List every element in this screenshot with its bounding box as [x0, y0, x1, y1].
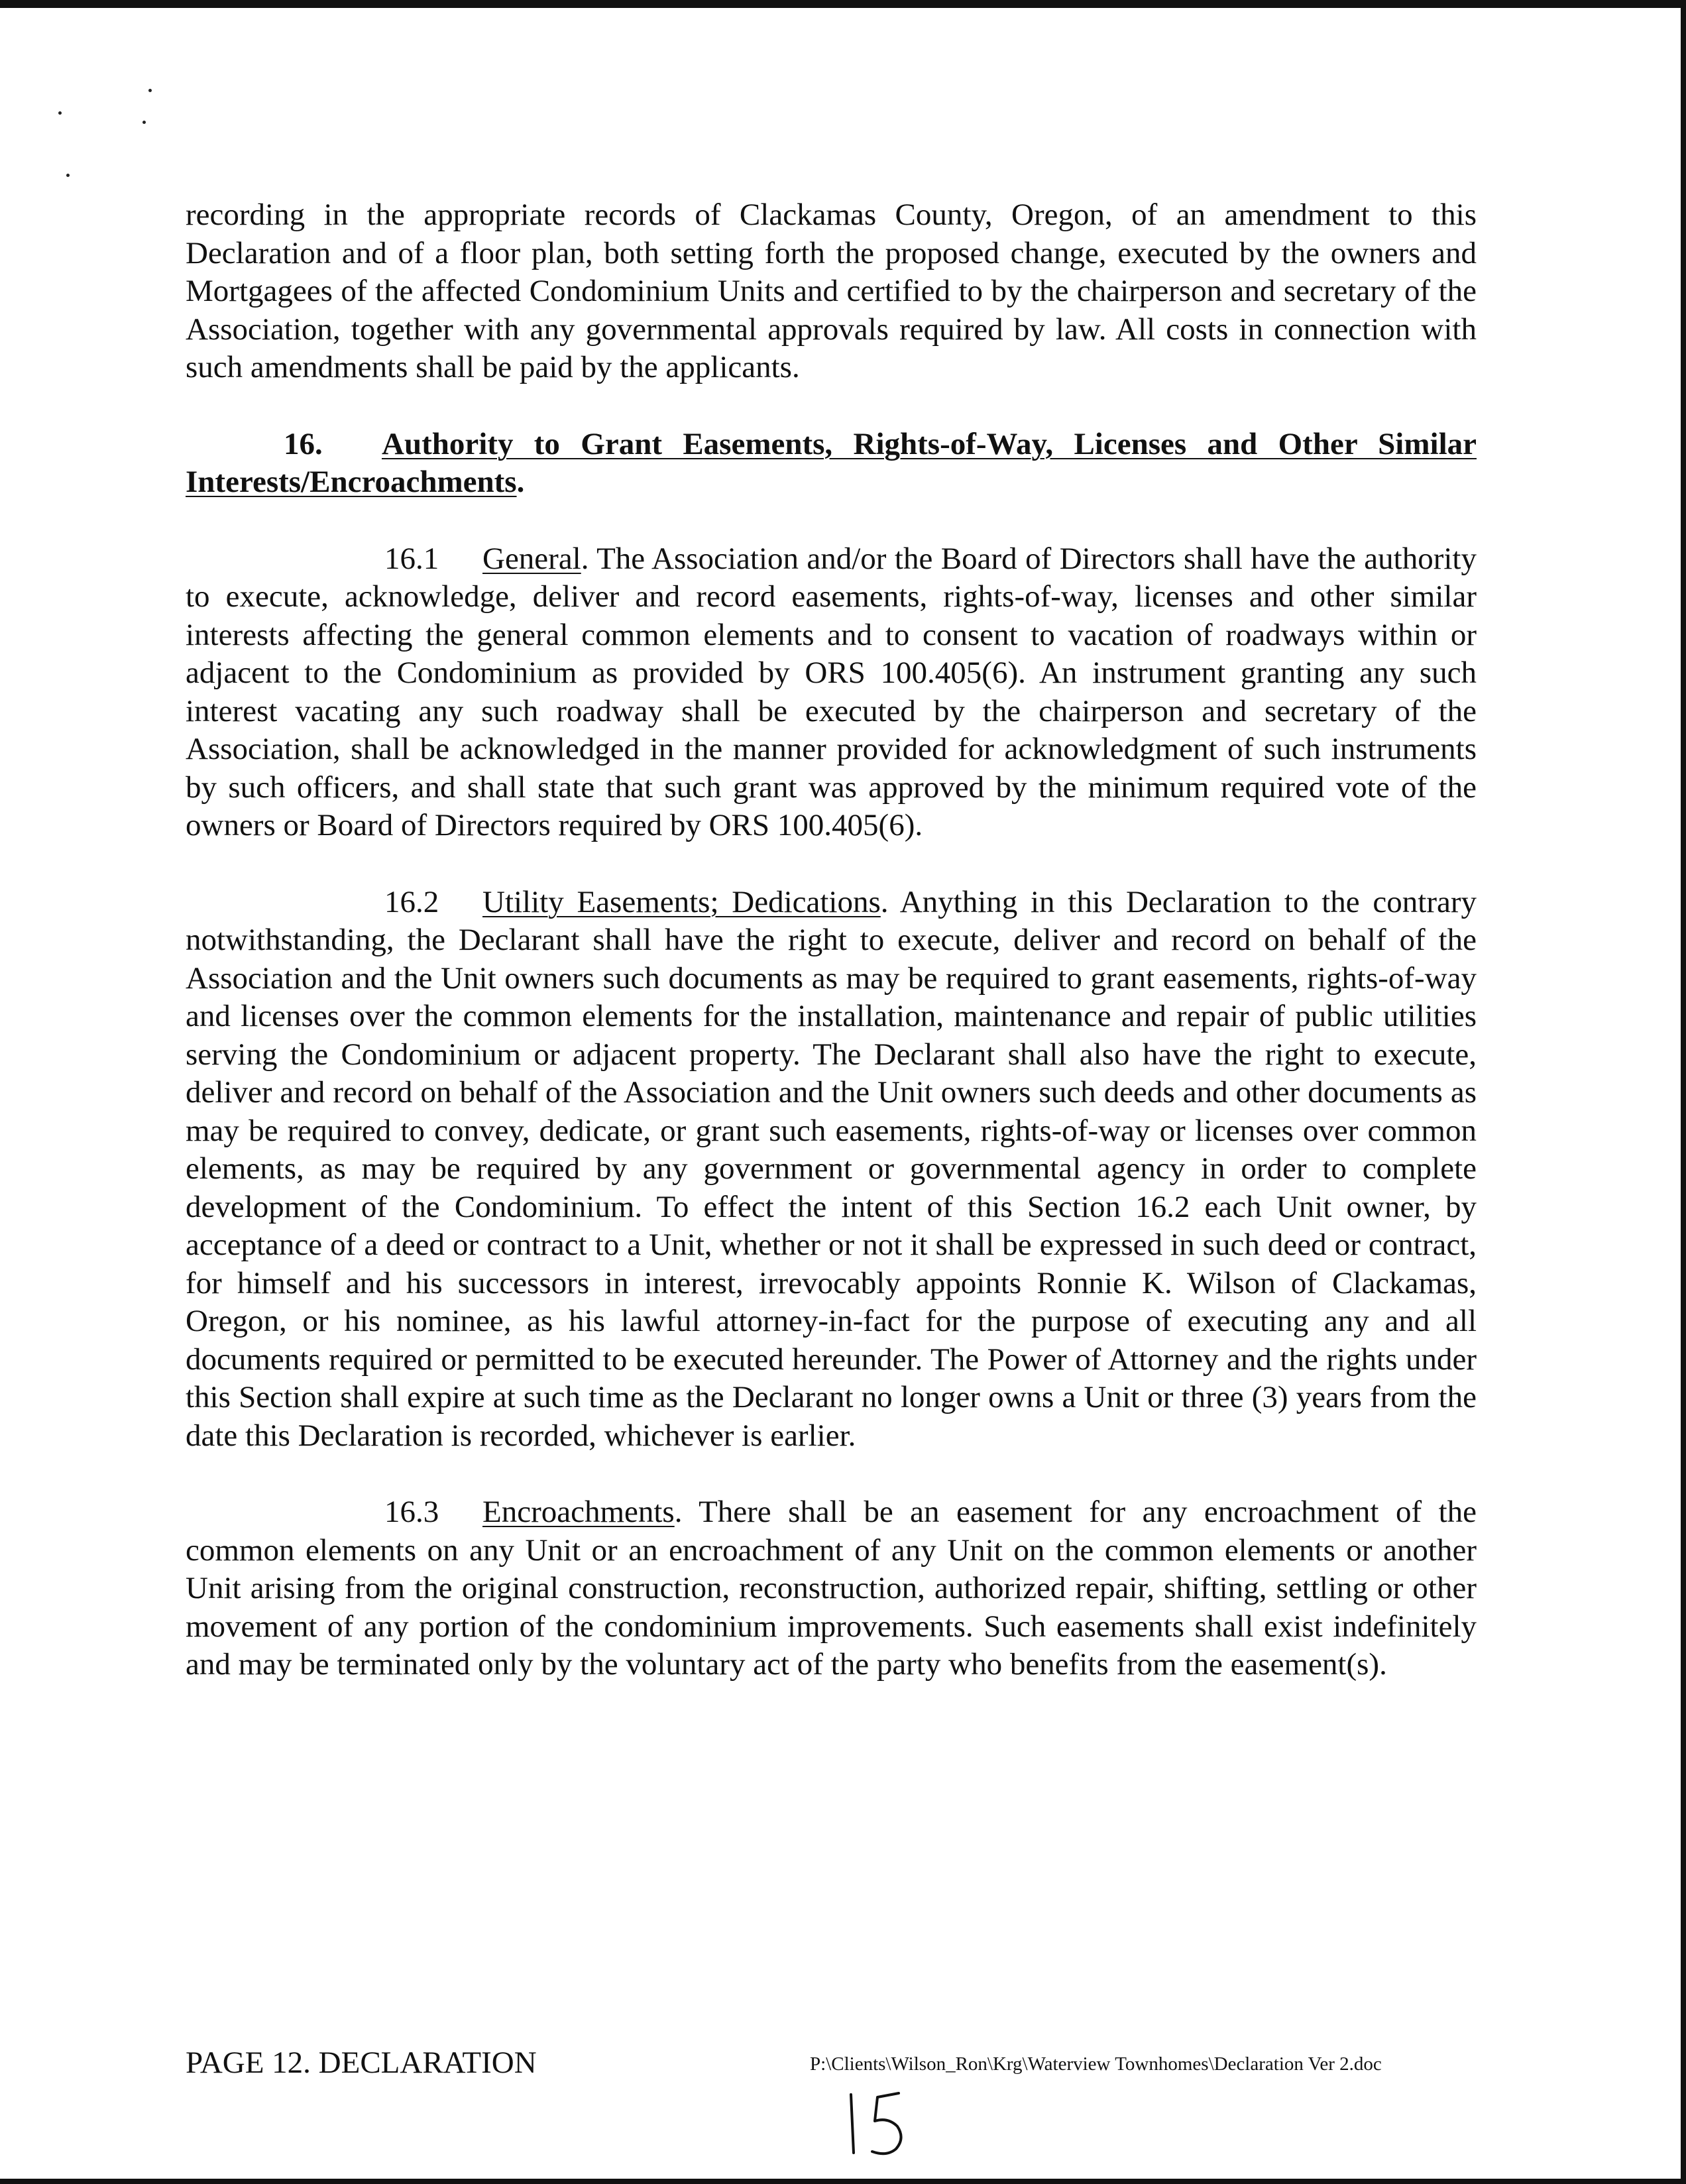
section-title-period: .: [516, 465, 525, 499]
subsection-16-2: [186, 884, 1477, 1456]
subsection-number: 16.1: [384, 541, 439, 576]
subsection-16-3: [186, 1493, 1477, 1684]
subsection-16-1: [186, 540, 1477, 845]
document-body: [186, 196, 1477, 1723]
scan-speck: [148, 89, 152, 92]
scan-border-bottom: [0, 2179, 1686, 2184]
continuation-paragraph: recording in the appropriate records of Clackamas County, Oregon, of an amendment to this Declaration and of a floor plan, both setting forth the proposed change, executed by the owners and Mortgagees of the affected Condominium Units and certified to by the chairperson and secretary of the Association, together with any governmental approvals required by law. All costs in connection with such amendments shall be paid by the applicants.: [186, 198, 1477, 384]
subsection-text: . There shall be an easement for any encroachment of the common elements on any Unit or an encroachment of any Unit on the common elements or another Unit arising from the original construction, reconstruction, authorized repair, shifting, settling or other movement of any portion of the condominium improvements. Such easements shall exist indefinitely and may be terminated only by the voluntary act of the party who benefits from the easement(s).: [186, 1495, 1477, 1682]
footer-page-label: PAGE 12. DECLARATION: [186, 2045, 537, 2080]
section-number: 16.: [284, 426, 323, 461]
subsection-number: 16.3: [384, 1495, 439, 1529]
subsection-text: . The Association and/or the Board of Directors shall have the authority to execute, acknowledge, deliver and record easements, rights-of-way, licenses and other similar interests affecting the general common elements and to consent to vacation of roadways within or adjacent to the Condominium as provided by ORS 100.405(6). An instrument granting any such interest vacating any such roadway shall be executed by the chairperson and secretary of the Association, shall be acknowledged in the manner provided for acknowledgment of such instruments by such officers, and shall state that such grant was approved by the minimum required vote of the owners or Board of Directors required by ORS 100.405(6).: [186, 541, 1477, 842]
handwritten-page-number: [842, 2088, 915, 2161]
scan-border-top: [0, 0, 1686, 8]
subsection-number: 16.2: [384, 884, 439, 919]
scan-speck: [142, 121, 146, 124]
subsection-title: Utility Easements; Dedications: [482, 884, 881, 919]
scan-speck: [58, 111, 62, 115]
scan-speck: [66, 174, 70, 177]
scan-border-right: [1681, 0, 1686, 2184]
section-title: Authority to Grant Easements, Rights-of-Way, Licenses and Other Similar Interests/Encroachments: [186, 426, 1477, 499]
subsection-title: General: [482, 541, 581, 576]
subsection-text: . Anything in this Declaration to the contrary notwithstanding, the Declarant shall have the right to execute, deliver and record on behalf of the Association and the Unit owners such documents as may be required to grant easements, rights-of-way and licenses over the common elements for the installation, maintenance and repair of public utilities serving the Condominium or adjacent property. The Declarant shall also have the right to execute, deliver and record on behalf of the Association and the Unit owners such deeds and other documents as may be required to convey, dedicate, or grant such easements, rights-of-way or licenses over common elements, as may be required by any government or governmental agency in order to complete development of the Condominium. To effect the intent of this Section 16.2 each Unit owner, by acceptance of a deed or contract to a Unit, whether or not it shall be expressed in such deed or contract, for himself and his successors in interest, irrevocably appoints Ronnie K. Wilson of Clackamas, Oregon, or his nominee, as his lawful attorney-in-fact for the purpose of executing any and all documents required or permitted to be executed hereunder. The Power of Attorney and the rights under this Section shall expire at such time as the Declarant no longer owns a Unit or three (3) years from the date this Declaration is recorded, whichever is earlier.: [186, 884, 1477, 1453]
subsection-title: Encroachments: [482, 1495, 675, 1529]
section-16-heading: [186, 426, 1477, 502]
footer-file-path: P:\Clients\Wilson_Ron\Krg\Waterview Townhomes\Declaration Ver 2.doc: [810, 2053, 1382, 2075]
